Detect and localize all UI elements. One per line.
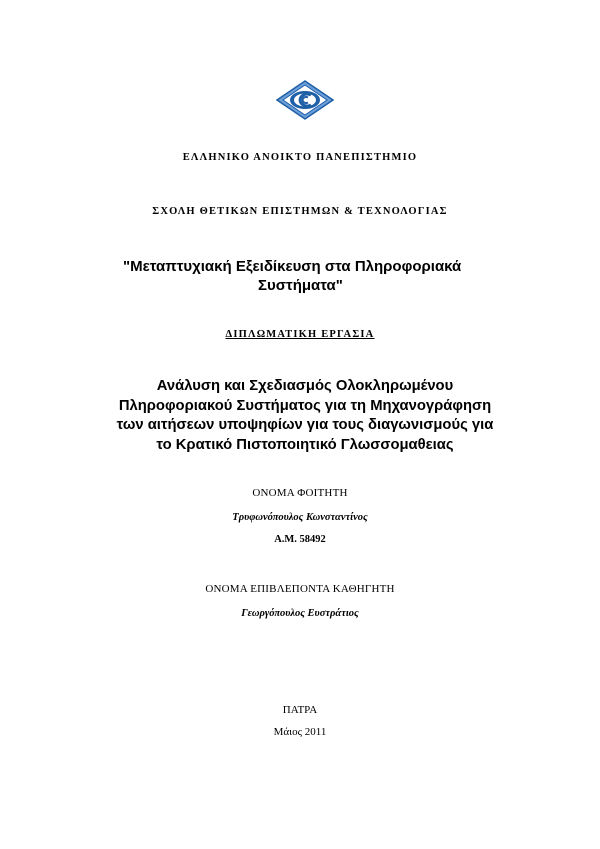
city: ΠΑΤΡΑ bbox=[282, 704, 318, 716]
school-name: ΣΧΟΛΗ ΘΕΤΙΚΩΝ ΕΠΙΣΤΗΜΩΝ & ΤΕΧΝΟΛΟΓΙΑΣ bbox=[152, 206, 448, 217]
thesis-title-line-2: Πληροφοριακού Συστήματος για τη Μηχανογράφηση bbox=[118, 397, 492, 414]
thesis-title-line-3: των αιτήσεων υποψηφίων για τους διαγωνισμούς για bbox=[116, 417, 494, 433]
thesis-type-label: ΔΙΠΛΩΜΑΤΙΚΗ ΕΡΓΑΣΙΑ bbox=[225, 329, 375, 340]
student-name: Τρυφωνόπουλος Κωνσταντίνος bbox=[232, 512, 368, 523]
university-logo-icon bbox=[276, 80, 334, 120]
program-title bbox=[123, 257, 523, 295]
program-title-line-1: "Μεταπτυχιακή Εξειδίκευση στα Πληροφοριακά bbox=[123, 258, 462, 275]
student-label: ΟΝΟΜΑ ΦΟΙΤΗΤΗ bbox=[252, 487, 348, 499]
supervisor-label: ΟΝΟΜΑ ΕΠΙΒΛΕΠΟΝΤΑ ΚΑΘΗΓΗΤΗ bbox=[205, 583, 395, 595]
student-id: Α.Μ. 58492 bbox=[274, 534, 326, 545]
thesis-title-line-1: Ανάλυση και Σχεδιασμός Ολοκληρωμένου bbox=[156, 378, 454, 394]
program-title-line-2: Συστήματα" bbox=[258, 277, 343, 294]
date: Μάιος 2011 bbox=[273, 726, 327, 738]
university-name: ΕΛΛΗΝΙΚΟ ΑΝΟΙΚΤΟ ΠΑΝΕΠΙΣΤΗΜΙΟ bbox=[182, 152, 418, 163]
thesis-title-line-4: το Κρατικό Πιστοποιητικό Γλωσσομαθειας bbox=[156, 436, 454, 453]
thesis-title bbox=[70, 377, 540, 455]
supervisor-name: Γεωργόπουλος Ευστράτιος bbox=[241, 608, 359, 619]
